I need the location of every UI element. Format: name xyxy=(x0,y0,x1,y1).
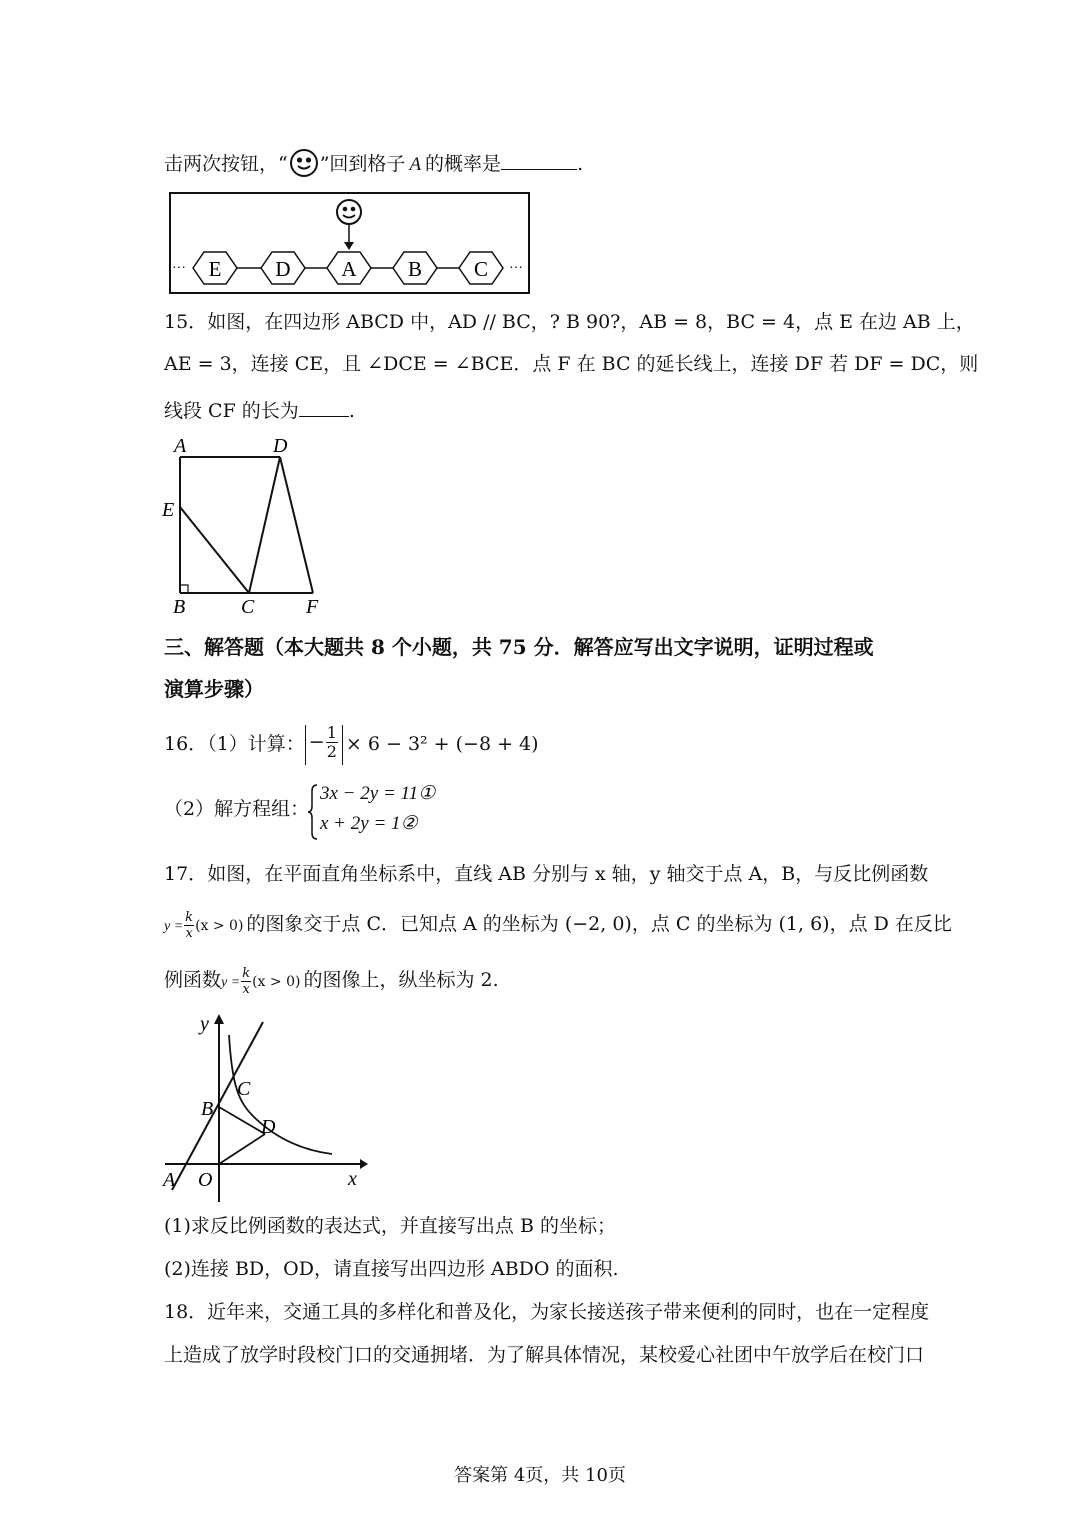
smiley-marker-icon xyxy=(337,200,361,224)
q15-line-1 xyxy=(164,313,975,332)
q17-sub2: (2)连接 BD，OD，请直接写出四边形 ABDO 的面积. xyxy=(164,1258,619,1280)
label-a: A xyxy=(174,435,187,457)
segment-df xyxy=(280,457,313,593)
segment-ec xyxy=(180,507,249,593)
q14-end: . xyxy=(577,153,584,175)
fraction-k-over-x: $\frac{k}{x}$ xyxy=(185,909,194,941)
q17-text-2: 的图象交于点 C．已知点 A 的坐标为 (−2, 0)，点 C 的坐标为 (1, 6)，点 D 在反比 xyxy=(246,913,952,935)
equation-1: 3x − 2y = 11① xyxy=(320,783,436,804)
q17-line-3 xyxy=(164,960,499,1000)
section3-heading-line-2 xyxy=(164,679,264,699)
answer-blank[interactable] xyxy=(299,398,349,417)
q17-cond: (x > 0) xyxy=(195,918,244,934)
fraction-one-half xyxy=(326,725,338,760)
segment-od xyxy=(219,1134,265,1164)
q16-part1-line xyxy=(164,722,539,766)
frac-num: 1 xyxy=(326,723,337,742)
q15-text-2: AE = 3，连接 CE，且 ∠DCE = ∠BCE．点 F 在 BC 的延长线上，连接 DF 若 DF = DC，则 xyxy=(164,353,979,375)
minus-sign: − xyxy=(308,731,325,753)
q17-line-2 xyxy=(164,904,952,944)
q17-sub2-line xyxy=(164,1260,619,1279)
q17-text-1: 如图，在平面直角坐标系中，直线 AB 分别与 x 轴，y 轴交于点 A，B，与反比例函数 xyxy=(207,863,929,885)
q18-text-1: 18．近年来，交通工具的多样化和普及化，为家长接送孩子带来便利的同时，也在一定程度 xyxy=(164,1301,930,1323)
label-a: A xyxy=(163,1169,176,1191)
smiley-icon xyxy=(289,148,319,182)
y-axis-arrow-icon xyxy=(214,1014,224,1024)
hex-label-e: E xyxy=(208,257,222,281)
q14-text-mid: ”回到格子 xyxy=(319,153,406,175)
q15-end: . xyxy=(348,400,355,422)
q17-line-1 xyxy=(164,865,928,884)
hex-board-figure xyxy=(169,192,531,295)
x-axis-arrow-icon xyxy=(360,1159,368,1169)
q14-text-before: 击两次按钮，“ xyxy=(164,153,288,175)
answer-blank[interactable] xyxy=(501,151,577,170)
label-d: D xyxy=(273,435,288,457)
equation-2: x + 2y = 1② xyxy=(320,813,418,834)
q17-cond-2: (x > 0) xyxy=(252,974,301,990)
q16-part1-expr: × 6 − 3² + (−8 + 4) xyxy=(345,733,539,755)
label-x: x xyxy=(348,1168,357,1190)
label-b: B xyxy=(173,596,186,617)
section3-heading-line-1 xyxy=(164,637,874,657)
q15-line-2 xyxy=(164,355,978,374)
label-b: B xyxy=(201,1098,214,1120)
arrow-head-icon xyxy=(344,242,354,250)
label-e: E xyxy=(162,499,175,521)
label-c: C xyxy=(241,596,255,617)
label-f: F xyxy=(306,596,319,617)
q18-line-2 xyxy=(164,1346,924,1365)
q15-quadrilateral-figure xyxy=(160,432,330,617)
q15-line-3 xyxy=(164,398,355,421)
label-d: D xyxy=(261,1116,276,1138)
q16-part1-label: （1）计算： xyxy=(207,733,305,755)
page-footer: 答案第 4页，共 10页 xyxy=(454,1465,626,1486)
q17-y-eq-2: y = xyxy=(221,975,241,990)
abs-value-expression xyxy=(305,725,343,765)
q17-coordinate-figure xyxy=(160,1010,370,1205)
hex-label-d: D xyxy=(275,257,291,281)
label-c: C xyxy=(237,1078,251,1100)
q15-text-1: 如图，在四边形 ABCD 中，AD // BC，? B 90?，AB = 8，BC = 4，点 E 在边 AB 上， xyxy=(207,311,975,333)
q17-text-3: 的图像上，纵坐标为 2. xyxy=(303,969,499,991)
hex-label-a: A xyxy=(341,257,357,281)
right-dots: ··· xyxy=(509,261,523,276)
q18-text-2: 上造成了放学时段校门口的交通拥堵．为了解具体情况，某校爱心社团中午放学后在校门口 xyxy=(164,1344,925,1366)
q15-number: 15． xyxy=(164,311,208,333)
section3-heading-2: 演算步骤） xyxy=(164,677,264,701)
q17-line3-prefix: 例函数 xyxy=(164,969,222,991)
q16-number: 16． xyxy=(164,733,208,755)
left-dots: ··· xyxy=(172,261,186,276)
hex-label-c: C xyxy=(473,257,489,281)
q16-part2-label-line xyxy=(164,800,309,819)
label-o: O xyxy=(198,1169,213,1191)
q17-sub1: (1)求反比例函数的表达式，并直接写出点 B 的坐标； xyxy=(164,1215,616,1237)
q16-part2-label: （2）解方程组： xyxy=(164,798,310,820)
q17-sub1-line xyxy=(164,1217,616,1236)
hex-label-b: B xyxy=(407,257,423,281)
frac-den: 2 xyxy=(326,742,337,761)
right-angle-mark xyxy=(180,585,188,593)
label-y: y xyxy=(200,1013,209,1035)
q18-line-1 xyxy=(164,1303,929,1322)
section3-heading-1: 三、解答题（本大题共 8 个小题，共 75 分．解答应写出文字说明，证明过程或 xyxy=(164,635,874,659)
q14-tail-line xyxy=(164,148,583,182)
left-brace-icon xyxy=(308,784,318,840)
segment-cd xyxy=(249,457,280,593)
q17-number: 17． xyxy=(164,863,208,885)
q14-var-a: A xyxy=(409,154,422,175)
fraction-k-over-x-2: $\frac{k}{x}$ xyxy=(242,965,251,997)
q14-text-after: 的概率是 xyxy=(425,153,502,175)
q15-text-3: 线段 CF 的长为 xyxy=(164,400,299,422)
q17-y-eq: y = xyxy=(164,919,184,934)
